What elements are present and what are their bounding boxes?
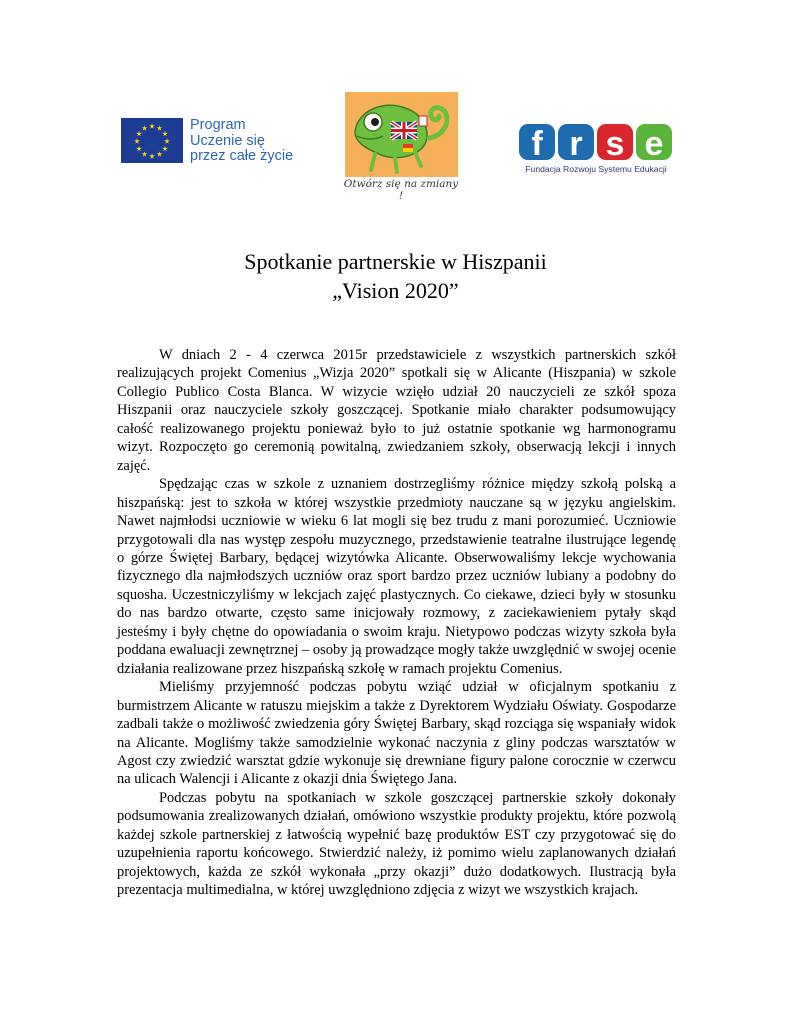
paragraph-4: Podczas pobytu na spotkaniach w szkole goszczącej partnerskie szkoły dokonały podsumowania zrealizowanych działań, omówiono wszystkie produkty projektu, które pozwolą każdej szkole partnerskiej z łatwością wypełnić bazę produktów EST czy przygotować się do uzupełnienia raportu końcowego. Stwierdzić należy, iż pomimo wielu zaplanowanych działań projektowych, każda ze szkół wykonała „przy okazji” dużo dodatkowych. Ilustracją była prezentacja multimedialna, w której uwzględniono zdjęcia z wizyt we wszystkich krajach. [117,789,676,899]
eu-program-line-3: przez całe życie [190,148,294,164]
eu-program-line-1: Program [190,117,246,133]
frse-letter-r: r [569,125,583,163]
eu-program-name [190,118,293,165]
paragraph-3: Mieliśmy przyjemność podczas pobytu wziąć udział w oficjalnym spotkaniu z burmistrzem Alicante w ratuszu miejskim a także z Dyrektorem Wydziału Oświaty. Gospodarze zadbali także o możliwość zwiedzenia góry Świętej Barbary, skąd rozciąga się wspaniały widok na Alicante. Mogliśmy także samodzielnie wykonać naczynia z gliny podczas warsztatów w Agost czy zwiedzić warsztat gdzie wykonuje się drewniane figury palone corocznie w czerwcu na ulicach Walencji i Alicante z okazji dnia Świętego Jana. [117,679,676,788]
frse-letter-f: f [531,125,543,163]
title-line-1: Spotkanie partnerskie w Hiszpanii [244,249,547,274]
svg-text:★: ★ [141,124,148,133]
eu-flag-icon [121,118,183,163]
eu-program-line-2: Uczenie się [190,132,265,149]
frse-logo [517,122,677,184]
eu-program-logo [121,118,301,166]
svg-text:★: ★ [163,137,171,146]
chameleon-icon [345,92,458,177]
svg-text:★: ★ [161,130,169,138]
svg-text:★: ★ [135,130,143,138]
comenius-project-logo [343,92,459,202]
frse-letters-icon [517,122,677,164]
svg-text:★: ★ [148,122,156,131]
paragraph-1: W dniach 2 - 4 czerwca 2015r przedstawiciele z wszystkich partnerskich szkół realizujących projekt Comenius „Wizja 2020” spotkali się w Alicante (Hiszpania) w szkole Collegio Publico Costa Blanca. W wizycie wzięło udział 20 nauczycieli ze szkół spoza Hiszpanii oraz nauczyciele szkoły goszczącej. Spotkanie miało charakter podsumowujący całość realizowanego projektu ponieważ było to już ostatnie spotkanie wg harmonogramu wizyt. Rozpoczęto go ceremonią powitalną, zwiedzaniem szkoły, obserwacją lekcji i innych zajęć. [117,347,676,474]
frse-letter-s: s [605,125,625,163]
svg-text:★: ★ [141,150,148,159]
svg-text:★: ★ [135,145,143,153]
paragraph-2: Spędzając czas w szkole z uznaniem dostrzegliśmy różnice między szkołą polską a hiszpańską: jest to szkoła w której wszystkie przedmioty nauczane są w języku angielskim. Nawet najmłodsi uczniowie w wieku 6 lat mogli się bez trudu z mani porozumieć. Uczniowie przygotowali dla nas występ zespołu muzycznego, przedstawienie teatralne ilustrujące legendę o górze Świętej Barbary, będącej wizytówka Alicante. Obserwowaliśmy lekcje wychowania fizycznego dla najmłodszych uczniów oraz sport bardzo przez uczniów lubiany a podobny do squosha. Uczestniczyliśmy w lekcjach zajęć plastycznych. Co ciekawe, dzieci były w stosunku do nas bardzo otwarte, często same inicjowały rozmowy, z zaciekawieniem pytały skąd jesteśmy i były chętne do opowiadania o swoim kraju. Nietypowo podczas wizyty szkoła była poddana ewaluacji zewnętrznej – osoby ją prowadzące mogły także uwzględnić w swojej ocenie działania realizowane przez hiszpańską szkołę w ramach projektu Comenius. [117,476,676,677]
svg-text:★: ★ [161,145,169,153]
svg-text:★: ★ [148,152,156,161]
comenius-slogan: Otwórz się na zmiany ! [343,178,459,202]
svg-text:★: ★ [156,150,163,159]
svg-text:★: ★ [156,124,163,133]
article-body [117,346,676,900]
frse-caption: Fundacja Rozwoju Systemu Edukacji [525,164,667,174]
frse-letter-e: e [644,125,664,163]
title-line-2: „Vision 2020” [332,278,459,303]
page-title [0,247,791,305]
svg-text:★: ★ [133,137,141,146]
